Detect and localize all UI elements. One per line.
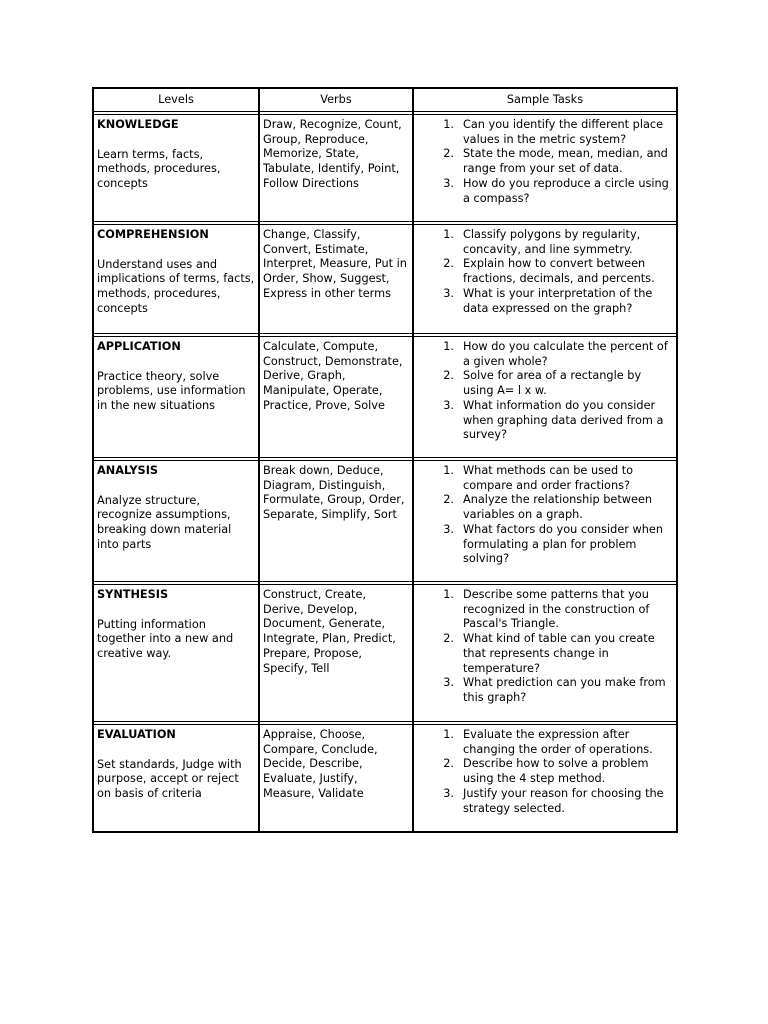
list-item: 3. What is your interpretation of the data expressed on the graph? — [443, 286, 653, 315]
table-row — [93, 460, 677, 582]
list-item: 3. What factors do you consider when formulating a plan for problem solving? — [443, 522, 664, 566]
list-item: 3. Justify your reason for choosing the strategy selected. — [443, 786, 664, 815]
list-item: 3. How do you reproduce a circle using a compass? — [443, 176, 669, 205]
level-description: Putting information together into a new and creative way. — [97, 617, 234, 661]
level-name: COMPREHENSION — [97, 228, 209, 241]
list-item: 3. What prediction can you make from this graph? — [443, 676, 666, 704]
list-item: 1. Evaluate the expression after changing the order of operations. — [443, 728, 653, 756]
table-row — [93, 724, 677, 832]
header-sample-tasks: Sample Tasks — [413, 88, 677, 112]
level-description: Practice theory, solve problems, use information in the new situations — [97, 369, 246, 413]
verbs-text: Construct, Create, Derive, Develop, Document, Generate, Integrate, Plan, Predict, Prepare, Propose, Specify, Tell — [263, 588, 396, 675]
level-cell — [93, 460, 259, 582]
verbs-text: Change, Classify, Convert, Estimate, Interpret, Measure, Put in Order, Show, Suggest, Express in other terms — [263, 228, 407, 300]
tasks-cell — [413, 724, 677, 832]
list-item: 2. Analyze the relationship between variables on a graph. — [443, 493, 653, 522]
level-description: Set standards, Judge with purpose, accept or reject on basis of criteria — [97, 757, 242, 801]
header-verbs: Verbs — [259, 88, 413, 112]
verbs-cell — [259, 584, 413, 722]
task-list — [417, 588, 673, 706]
level-cell — [93, 336, 259, 458]
tasks-cell — [413, 460, 677, 582]
bloom-taxonomy-table — [92, 87, 678, 833]
verbs-cell — [259, 224, 413, 334]
list-item: 2. Solve for area of a rectangle by using A= l x w. — [443, 369, 642, 398]
level-name: APPLICATION — [97, 340, 181, 353]
list-item: 2. What kind of table can you create that represents change in temperature? — [443, 632, 655, 675]
verbs-cell — [259, 114, 413, 222]
task-list — [417, 728, 673, 816]
tasks-cell — [413, 224, 677, 334]
header-levels: Levels — [93, 88, 259, 112]
table-row — [93, 224, 677, 334]
bloom-taxonomy-table-container — [92, 87, 676, 833]
level-cell — [93, 584, 259, 722]
list-item: 1. How do you calculate the percent of a given whole? — [443, 340, 668, 368]
task-list — [417, 118, 673, 206]
list-item: 3. What information do you consider when graphing data derived from a survey? — [443, 398, 664, 442]
list-item: 1. What methods can be used to compare and order fractions? — [443, 464, 634, 492]
verbs-text: Calculate, Compute, Construct, Demonstrate, Derive, Graph, Manipulate, Operate, Practice, Prove, Solve — [263, 340, 403, 412]
task-list — [417, 464, 673, 567]
list-item: 1. Can you identify the different place values in the metric system? — [443, 118, 664, 146]
level-name: KNOWLEDGE — [97, 118, 179, 131]
level-cell — [93, 724, 259, 832]
level-description: Learn terms, facts, methods, procedures, concepts — [97, 147, 221, 191]
table-row — [93, 114, 677, 222]
level-description: Analyze structure, recognize assumptions, breaking down material into parts — [97, 493, 232, 551]
tasks-cell — [413, 336, 677, 458]
verbs-text: Appraise, Choose, Compare, Conclude, Decide, Describe, Evaluate, Justify, Measure, Validate — [263, 728, 378, 800]
task-list — [417, 228, 673, 316]
table-row — [93, 336, 677, 458]
level-cell — [93, 114, 259, 222]
tasks-cell — [413, 584, 677, 722]
list-item: 2. Explain how to convert between fractions, decimals, and percents. — [443, 257, 655, 286]
list-item: 1. Classify polygons by regularity, concavity, and line symmetry. — [443, 228, 641, 256]
list-item: 2. Describe how to solve a problem using the 4 step method. — [443, 757, 649, 786]
verbs-cell — [259, 724, 413, 832]
table-row — [93, 584, 677, 722]
tasks-cell — [413, 114, 677, 222]
verbs-text: Break down, Deduce, Diagram, Distinguish, Formulate, Group, Order, Separate, Simplify, Sort — [263, 464, 405, 522]
task-list — [417, 340, 673, 443]
verbs-text: Draw, Recognize, Count, Group, Reproduce, Memorize, State, Tabulate, Identify, Point, Follow Directions — [263, 118, 402, 190]
level-name: EVALUATION — [97, 728, 176, 741]
table-header-row — [93, 88, 677, 112]
level-description: Understand uses and implications of terms, facts, methods, procedures, concepts — [97, 257, 255, 315]
verbs-cell — [259, 336, 413, 458]
level-cell — [93, 224, 259, 334]
level-name: ANALYSIS — [97, 464, 159, 477]
verbs-cell — [259, 460, 413, 582]
list-item: 2. State the mode, mean, median, and range from your set of data. — [443, 147, 668, 176]
list-item: 1. Describe some patterns that you recognized in the construction of Pascal's Triangle. — [443, 588, 650, 631]
level-name: SYNTHESIS — [97, 588, 169, 601]
